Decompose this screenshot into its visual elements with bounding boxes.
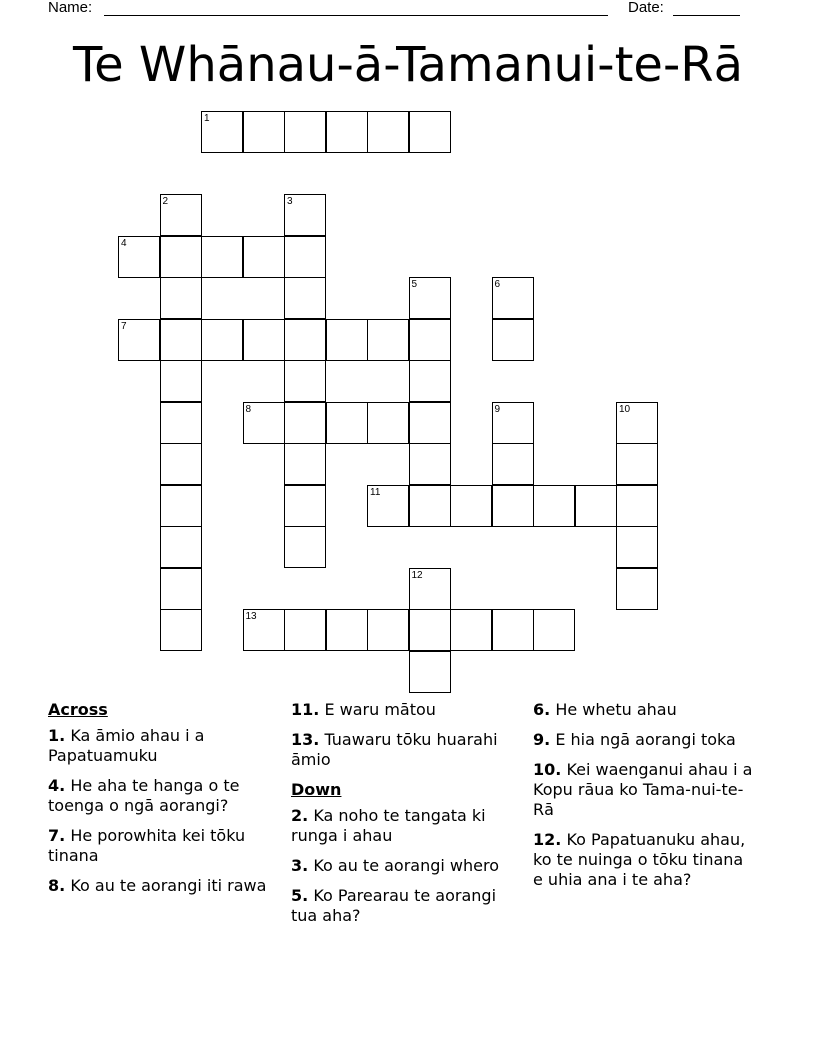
grid-cell[interactable]	[409, 443, 451, 485]
grid-cell[interactable]	[160, 443, 202, 485]
across-heading: Across	[48, 700, 108, 719]
clue-number: 4.	[48, 776, 66, 795]
clue-column-3	[533, 700, 755, 900]
grid-cell[interactable]	[243, 402, 285, 444]
grid-cell[interactable]	[160, 319, 202, 361]
clue-text: He aha te hanga o te toenga o ngā aorangi?	[48, 776, 240, 815]
clue-down-2	[291, 806, 513, 846]
grid-cell[interactable]	[409, 651, 451, 693]
grid-cell[interactable]	[492, 443, 534, 485]
grid-cell[interactable]	[326, 609, 368, 651]
clue-number: 8.	[48, 876, 66, 895]
clue-down-12	[533, 830, 755, 890]
clue-across-1	[48, 726, 270, 766]
grid-cell[interactable]	[616, 485, 658, 527]
grid-cell[interactable]	[575, 485, 617, 527]
grid-cell[interactable]	[201, 319, 243, 361]
grid-cell[interactable]	[284, 526, 326, 568]
clue-column-2	[291, 700, 513, 936]
grid-cell[interactable]	[284, 194, 326, 236]
grid-cell[interactable]	[160, 277, 202, 319]
clue-text: Ka noho te tangata ki runga i ahau	[291, 806, 486, 845]
grid-cell[interactable]	[616, 443, 658, 485]
clue-number: 9.	[533, 730, 551, 749]
grid-cell[interactable]	[326, 111, 368, 153]
grid-cell[interactable]	[616, 568, 658, 610]
cell-number: 1	[204, 113, 210, 124]
grid-cell[interactable]	[533, 609, 575, 651]
clue-down-3	[291, 856, 513, 876]
clue-number: 3.	[291, 856, 309, 875]
cell-number: 12	[411, 569, 423, 581]
cell-number: 13	[245, 611, 257, 622]
grid-cell[interactable]	[409, 402, 451, 444]
clue-number: 11.	[291, 700, 320, 719]
grid-cell[interactable]	[160, 485, 202, 527]
grid-cell[interactable]	[367, 402, 409, 444]
grid-cell[interactable]	[492, 319, 534, 361]
grid-cell[interactable]	[409, 568, 451, 610]
grid-cell[interactable]	[201, 236, 243, 278]
cell-number: 11	[370, 486, 381, 498]
clue-number: 5.	[291, 886, 309, 905]
grid-cell[interactable]	[367, 485, 409, 527]
cell-number: 2	[162, 196, 169, 207]
clue-number: 10.	[533, 760, 562, 779]
grid-cell[interactable]	[326, 402, 368, 444]
clue-text: He whetu ahau	[555, 700, 677, 719]
grid-cell[interactable]	[118, 236, 160, 278]
clue-down-9	[533, 730, 755, 750]
grid-cell[interactable]	[243, 236, 285, 278]
clue-number: 2.	[291, 806, 309, 825]
grid-cell[interactable]	[284, 277, 326, 319]
clue-number: 13.	[291, 730, 320, 749]
clue-text: Ko au te aorangi whero	[313, 856, 500, 875]
page-title: Te Whānau-ā-Tamanui-te-Rā	[72, 37, 744, 93]
clue-text: Ko Parearau te aorangi tua aha?	[291, 886, 497, 925]
grid-cell[interactable]	[160, 526, 202, 568]
clue-text: Ko Papatuanuku ahau, ko te nuinga o tōku tinana e uhia ana i te aha?	[533, 830, 746, 889]
grid-cell[interactable]	[492, 609, 534, 651]
grid-cell[interactable]	[160, 402, 202, 444]
cell-number: 7	[121, 320, 127, 332]
clue-text: Tuawaru tōku huarahi āmio	[291, 730, 498, 769]
grid-cell[interactable]	[284, 236, 326, 278]
grid-cell[interactable]	[492, 402, 534, 444]
grid-cell[interactable]	[284, 609, 326, 651]
grid-cell[interactable]	[243, 609, 285, 651]
name-label: Name:	[48, 0, 93, 16]
clue-number: 6.	[533, 700, 551, 719]
grid-cell[interactable]	[243, 111, 285, 153]
grid-cell[interactable]	[326, 319, 368, 361]
cell-number: 5	[411, 279, 418, 290]
clue-text: He porowhita kei tōku tinana	[48, 826, 246, 865]
grid-cell[interactable]	[201, 111, 243, 153]
grid-cell[interactable]	[284, 443, 326, 485]
grid-cell[interactable]	[284, 402, 326, 444]
clue-number: 7.	[48, 826, 66, 845]
cell-number: 3	[287, 196, 293, 207]
cell-number: 9	[494, 403, 501, 415]
clue-text: Kei waenganui ahau i a Kopu rāua ko Tama-nui-te-Rā	[533, 760, 753, 819]
clue-across-8	[48, 876, 270, 896]
grid-cell[interactable]	[160, 360, 202, 402]
grid-cell[interactable]	[284, 360, 326, 402]
clue-text: E waru mātou	[324, 700, 436, 719]
grid-cell[interactable]	[533, 485, 575, 527]
clue-across-13	[291, 730, 513, 770]
grid-cell[interactable]	[284, 319, 326, 361]
grid-cell[interactable]	[160, 609, 202, 651]
cell-number: 4	[121, 237, 127, 249]
clue-across-4	[48, 776, 270, 816]
grid-cell[interactable]	[409, 485, 451, 527]
clue-number: 12.	[533, 830, 562, 849]
clue-down-6	[533, 700, 755, 720]
clue-down-10	[533, 760, 755, 820]
grid-cell[interactable]	[284, 485, 326, 527]
grid-cell[interactable]	[450, 609, 492, 651]
grid-cell[interactable]	[243, 319, 285, 361]
clue-text: E hia ngā aorangi toka	[555, 730, 736, 749]
date-label: Date:	[628, 0, 664, 16]
grid-cell[interactable]	[492, 485, 534, 527]
grid-cell[interactable]	[409, 609, 451, 651]
grid-cell[interactable]	[367, 319, 409, 361]
clue-down-5	[291, 886, 513, 926]
grid-cell[interactable]	[118, 319, 160, 361]
grid-cell[interactable]	[160, 236, 202, 278]
clue-text: Ko au te aorangi iti rawa	[70, 876, 267, 895]
grid-cell[interactable]	[616, 526, 658, 568]
clue-text: Ka āmio ahau i a Papatuamuku	[48, 726, 205, 765]
grid-cell[interactable]	[367, 111, 409, 153]
clue-across-11	[291, 700, 513, 720]
cell-number: 10	[619, 403, 631, 415]
cell-number: 8	[245, 403, 252, 415]
grid-cell[interactable]	[409, 277, 451, 319]
grid-cell[interactable]	[616, 402, 658, 444]
clue-column-1	[48, 700, 270, 906]
grid-cell[interactable]	[409, 319, 451, 361]
cell-number: 6	[494, 279, 501, 290]
grid-cell[interactable]	[450, 485, 492, 527]
grid-cell[interactable]	[492, 277, 534, 319]
down-heading: Down	[291, 780, 342, 799]
clue-number: 1.	[48, 726, 66, 745]
grid-cell[interactable]	[284, 111, 326, 153]
grid-cell[interactable]	[367, 609, 409, 651]
grid-cell[interactable]	[160, 568, 202, 610]
grid-cell[interactable]	[160, 194, 202, 236]
grid-cell[interactable]	[409, 360, 451, 402]
grid-cell[interactable]	[409, 111, 451, 153]
clue-across-7	[48, 826, 270, 866]
